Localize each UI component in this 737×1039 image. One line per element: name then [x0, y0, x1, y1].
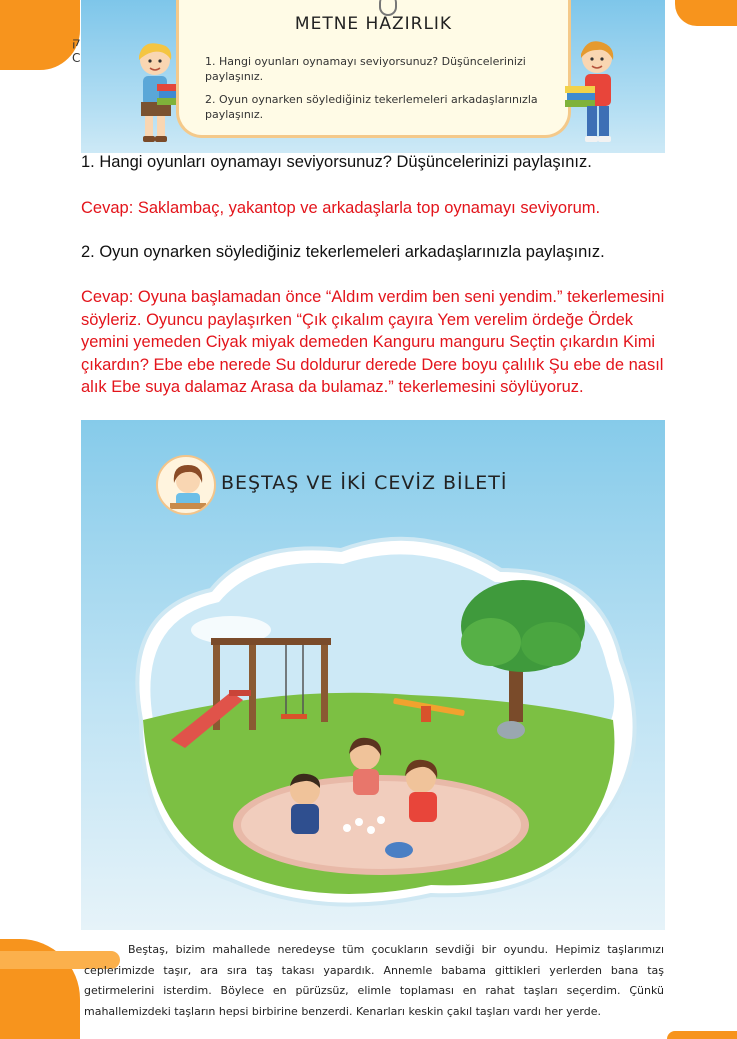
answer-1-text: Cevap: Saklambaç, yakantop ve arkadaşlarla top oynamayı seviyorum. — [81, 199, 601, 217]
text-prep-banner — [81, 0, 665, 153]
story-paragraph: Beştaş, bizim mahallede neredeyse tüm çocukların sevdiği bir oyundu. Hepimiz taşlarımızı ceplerimizde taşır, ara sıra taş takası yapardık. Annemle babama gittikleri yerlerden bana taş getirmelerini isterdim. Böylece en pürüzsüz, elimle toplaması en rahat taşları seçerdim. Çünkü mahallemizdeki taşların hepsi birbirine benzerdi. Kenarları keskin çakıl taşları vardı her yerde. — [84, 943, 664, 1018]
question-2-text: 2. Oyun oynarken söylediğiniz tekerlemeleri arkadaşlarınızla paylaşınız. — [81, 243, 605, 261]
answer-2-text: Cevap: Oyuna başlamadan önce “Aldım verdim ben seni yendim.” tekerlemesini söyleriz. Oyuncu paylaşırken “Çık çıkalım çayıra Yem verelim ördeğe Ördek yemini yemeden Ciyak miyak demeden Kanguru manguru Seçtin çıkardın Kimi çıkardın? Ebe ebe nerede Su doldurur derede Dere boyu çalılık Şu ebe de nasıl alık Ebe suya dalamaz Arasa da bulamaz.” tekerlemesini söylüyoruz. — [81, 288, 665, 396]
banner-question-1: 1. Hangi oyunları oynamayı seviyorsunuz? Düşüncelerinizi paylaşınız. — [205, 55, 526, 83]
story-paragraph-block — [84, 940, 664, 1022]
banner-title: METNE HAZIRLIK — [294, 14, 453, 34]
orange-corner-decoration — [675, 0, 737, 26]
playground-scene-illustration — [81, 420, 665, 930]
cropped-edge-text: ק C — [72, 35, 81, 65]
question-1-text: 1. Hangi oyunları oynamayı seviyorsunuz? Düşüncelerinizi paylaşınız. — [81, 153, 592, 171]
question-note-card — [176, 0, 571, 138]
kid-reading-illustration — [559, 36, 629, 148]
orange-corner-decoration — [0, 0, 80, 70]
orange-corner-decoration — [667, 1031, 737, 1039]
story-title: BEŞTAŞ VE İKİ CEVİZ BİLETİ — [221, 472, 508, 494]
story-illustration-panel — [81, 420, 665, 930]
banner-question-2: 2. Oyun oynarken söylediğiniz tekerlemeleri arkadaşlarınızla paylaşınız. — [205, 93, 538, 121]
